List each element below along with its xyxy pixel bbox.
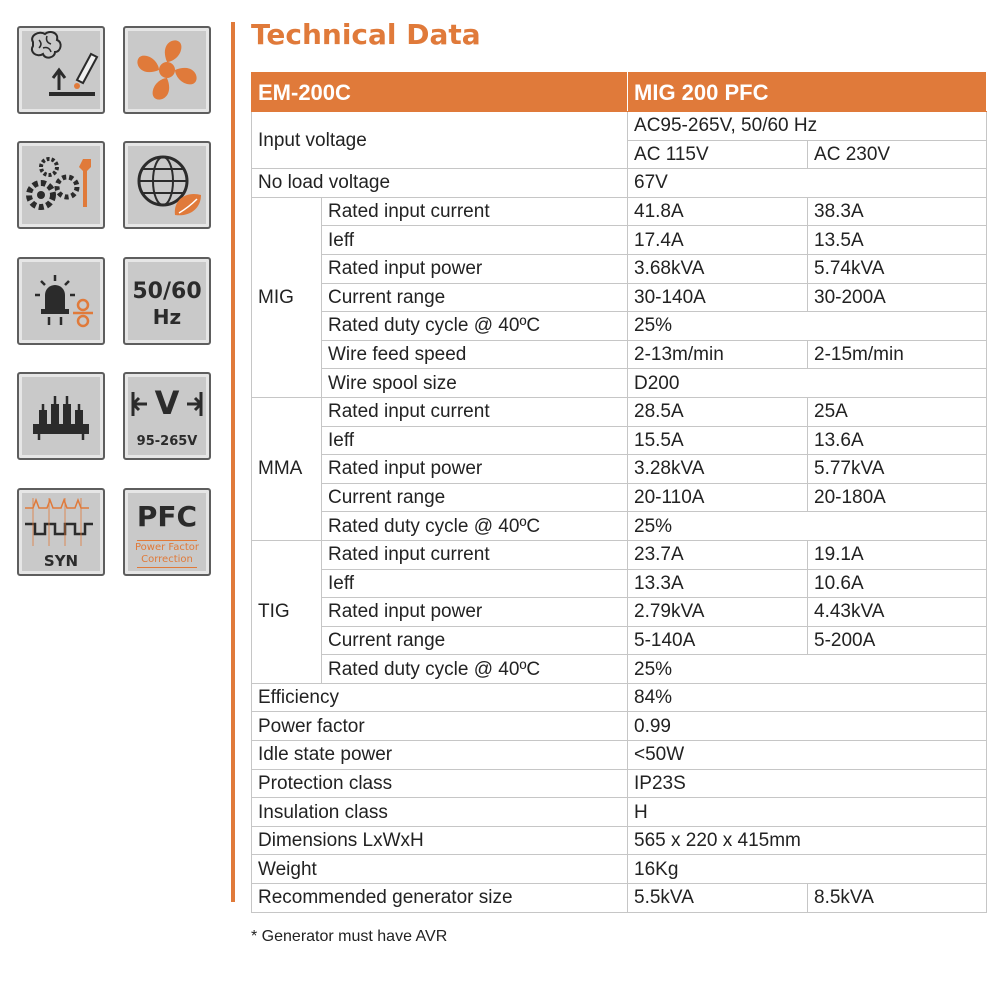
wide-voltage-icon [123, 372, 211, 460]
circuit-board-icon [17, 372, 105, 460]
table-row [252, 254, 987, 283]
power-factor-correction-icon [123, 488, 211, 576]
voltage-letter: V [154, 384, 180, 422]
row-label: Rated duty cycle @ 40ºC [322, 512, 628, 541]
cell-value: 17.4A [628, 226, 808, 255]
cell-value: 30-140A [628, 283, 808, 312]
table-row [252, 197, 987, 226]
hz-unit: Hz [152, 305, 182, 329]
row-label: Rated input current [322, 540, 628, 569]
cell-value: 5.77kVA [808, 455, 987, 484]
table-row [252, 169, 987, 198]
row-label: Recommended generator size [252, 884, 628, 913]
cell-value: 25A [808, 397, 987, 426]
row-label: No load voltage [252, 169, 628, 198]
cell-value: 8.5kVA [808, 884, 987, 913]
fan-icon [123, 26, 211, 114]
row-label: Protection class [252, 769, 628, 798]
table-row [252, 798, 987, 827]
cell-value: 5.74kVA [808, 254, 987, 283]
cell-value: 3.68kVA [628, 254, 808, 283]
cell-value: 25% [628, 655, 987, 684]
table-row [252, 855, 987, 884]
table-row [252, 598, 987, 627]
row-label: Ieff [322, 569, 628, 598]
table-row [252, 826, 987, 855]
technical-data-table [251, 72, 987, 913]
row-label: Rated duty cycle @ 40ºC [322, 655, 628, 684]
row-label: Rated input power [322, 254, 628, 283]
voltage-range: 95-265V [136, 434, 198, 449]
pfc-label: PFC [136, 500, 198, 533]
cell-value: 0.99 [628, 712, 987, 741]
row-label: Current range [322, 283, 628, 312]
row-label: Current range [322, 626, 628, 655]
syn-label: SYN [43, 552, 79, 570]
pfc-line1: Power Factor [134, 542, 200, 553]
row-label: Current range [322, 483, 628, 512]
table-row [252, 426, 987, 455]
row-label: Insulation class [252, 798, 628, 827]
frequency-50-60hz-icon [123, 257, 211, 345]
cell-value: 3.28kVA [628, 455, 808, 484]
row-label: Rated input power [322, 598, 628, 627]
header-model: EM-200C [252, 73, 628, 112]
table-row [252, 769, 987, 798]
settings-gear-wrench-icon [17, 141, 105, 229]
row-label: Ieff [322, 426, 628, 455]
table-row [252, 512, 987, 541]
table-row [252, 283, 987, 312]
cell-value: 20-110A [628, 483, 808, 512]
cell-value: 13.3A [628, 569, 808, 598]
cell-value: 2-15m/min [808, 340, 987, 369]
group-label-mig: MIG [252, 197, 322, 397]
footnote: * Generator must have AVR [251, 928, 448, 945]
cell-value: 13.5A [808, 226, 987, 255]
row-label: Weight [252, 855, 628, 884]
table-row [252, 884, 987, 913]
row-label: Idle state power [252, 741, 628, 770]
cell-value: 5-200A [808, 626, 987, 655]
cell-value: 28.5A [628, 397, 808, 426]
cell-value: 19.1A [808, 540, 987, 569]
table-row [252, 626, 987, 655]
table-row [252, 683, 987, 712]
row-label: Power factor [252, 712, 628, 741]
table-row [252, 397, 987, 426]
smart-welding-icon [17, 26, 105, 114]
cell-value: 10.6A [808, 569, 987, 598]
cell-value: 16Kg [628, 855, 987, 884]
row-label: Rated duty cycle @ 40ºC [322, 312, 628, 341]
cell-value: 2.79kVA [628, 598, 808, 627]
cell-value: 565 x 220 x 415mm [628, 826, 987, 855]
table-row [252, 483, 987, 512]
page-title: Technical Data [251, 18, 481, 51]
hz-label: 50/60 [132, 279, 202, 304]
group-label-mma: MMA [252, 397, 322, 540]
row-label: Efficiency [252, 683, 628, 712]
row-label: Rated input power [322, 455, 628, 484]
row-label: Wire spool size [322, 369, 628, 398]
cell-value: D200 [628, 369, 987, 398]
cell-value: AC95-265V, 50/60 Hz [628, 112, 987, 141]
cell-value: 4.43kVA [808, 598, 987, 627]
cell-value: 38.3A [808, 197, 987, 226]
row-label: Rated input current [322, 197, 628, 226]
table-header-row [252, 73, 987, 112]
cell-value: 5-140A [628, 626, 808, 655]
row-label: Input voltage [252, 112, 628, 169]
table-row [252, 340, 987, 369]
group-label-tig: TIG [252, 540, 322, 683]
header-product: MIG 200 PFC [628, 73, 987, 112]
cell-value: 13.6A [808, 426, 987, 455]
row-label: Ieff [322, 226, 628, 255]
table-row [252, 369, 987, 398]
cell-value: 23.7A [628, 540, 808, 569]
cell-value: 30-200A [808, 283, 987, 312]
synergic-waveform-icon [17, 488, 105, 576]
cell-value: 67V [628, 169, 987, 198]
table-row [252, 226, 987, 255]
section-divider [231, 22, 235, 902]
table-row [252, 569, 987, 598]
table-row [252, 741, 987, 770]
table-row [252, 712, 987, 741]
table-row [252, 540, 987, 569]
cell-value: 25% [628, 312, 987, 341]
cell-value: AC 230V [808, 140, 987, 169]
cell-value: 25% [628, 512, 987, 541]
cell-value: AC 115V [628, 140, 808, 169]
row-label: Dimensions LxWxH [252, 826, 628, 855]
table-row [252, 112, 987, 141]
pfc-line2: Correction [141, 554, 193, 565]
cell-value: 84% [628, 683, 987, 712]
warning-light-icon [17, 257, 105, 345]
cell-value: H [628, 798, 987, 827]
table-row [252, 655, 987, 684]
cell-value: 15.5A [628, 426, 808, 455]
cell-value: IP23S [628, 769, 987, 798]
table-row [252, 312, 987, 341]
cell-value: 5.5kVA [628, 884, 808, 913]
cell-value: 20-180A [808, 483, 987, 512]
row-label: Rated input current [322, 397, 628, 426]
cell-value: 2-13m/min [628, 340, 808, 369]
cell-value: 41.8A [628, 197, 808, 226]
table-row [252, 455, 987, 484]
cell-value: <50W [628, 741, 987, 770]
row-label: Wire feed speed [322, 340, 628, 369]
eco-globe-icon [123, 141, 211, 229]
